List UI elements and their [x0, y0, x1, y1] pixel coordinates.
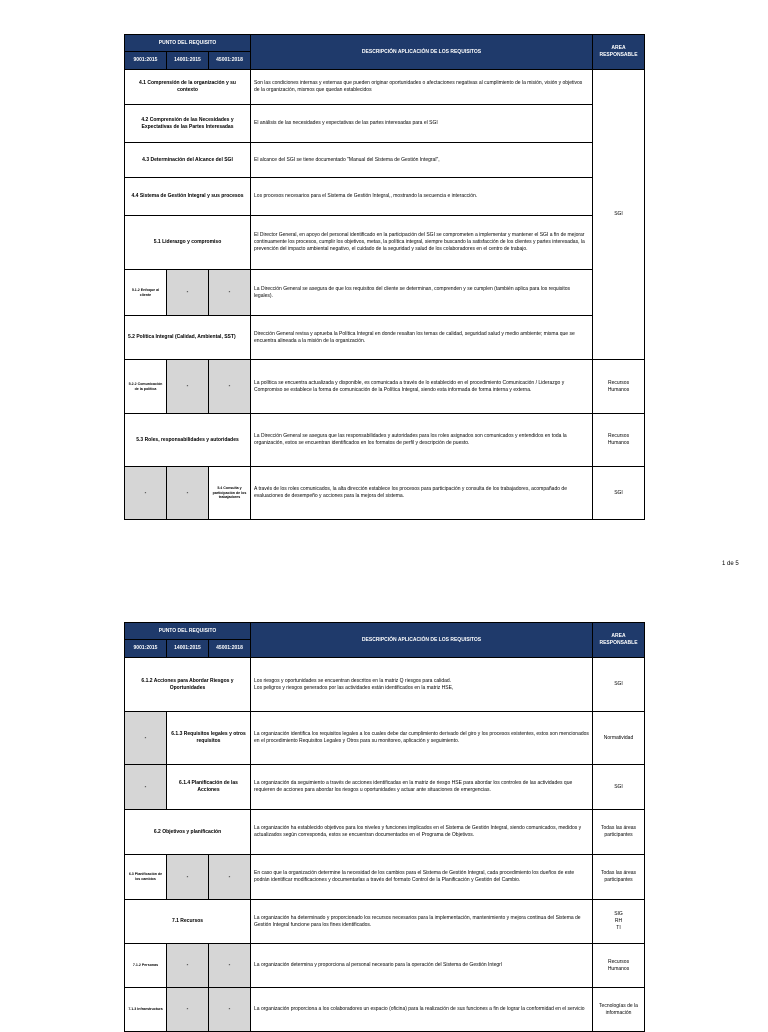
- responsible-area: SGI: [593, 70, 645, 360]
- area-line: participantes: [604, 877, 633, 883]
- requirement-description: El Director General, en apoyo del personal identificado en la participación del SGI se comprometen a implementar y mantener el SGI a fin de mejorar continuamente los procesos, cumplir los objetivos, metas, la política integral, siempre buscando la satisfacción de los clientes y partes interesadas, la prevención del impacto ambiental negativo, el cuidado de la seguridad y salud de los colaboradores en el centro de trabajo.: [251, 216, 593, 270]
- requirement-45001-cell: -: [209, 855, 251, 900]
- requirement-45001-cell: -: [209, 270, 251, 316]
- requirement-description: El alcance del SGI se tiene documentado "Manual del Sistema de Gestión Integral",: [251, 143, 593, 178]
- table-row: [125, 467, 645, 520]
- responsible-area: [593, 765, 645, 810]
- document-page-2: [124, 622, 644, 1032]
- area-line: participantes: [604, 832, 633, 838]
- responsible-area: [593, 360, 645, 414]
- area-line: Humanos: [607, 386, 630, 393]
- responsible-area: [593, 712, 645, 765]
- requirement-14001-cell: -: [167, 360, 209, 414]
- area-line: Humanos: [607, 440, 630, 446]
- requirement-description: La organización ha determinado y proporcionado los recursos necesarios para la implementación, mantenimiento y mejora continua del Sistema de Gestión Integral funcione para los fines identificados.: [251, 900, 593, 944]
- responsible-area: [593, 810, 645, 855]
- requirement-description: La Dirección General se asegura de que los requisitos del cliente se determinan, comprenden y se cumplen (también aplica para los requisitos legales).: [251, 270, 593, 316]
- requirement-9001-cell: 7.1.2 Personas: [125, 944, 167, 988]
- area-line: Humanos: [607, 965, 630, 972]
- area-line: Normatividad: [603, 734, 634, 741]
- responsible-area: [593, 658, 645, 712]
- header-descripcion: DESCRIPCIÓN APLICACIÓN DE LOS REQUISITOS: [251, 35, 593, 70]
- area-line: TI: [616, 924, 621, 931]
- table-row: [125, 988, 645, 1032]
- requirement-14001-cell: -: [167, 988, 209, 1032]
- responsible-area: [593, 900, 645, 944]
- requirement-9001-cell: 6.3 Planificación de los cambios: [125, 855, 167, 900]
- table-row: [125, 143, 645, 178]
- table-row: [125, 658, 645, 712]
- table-row: [125, 810, 645, 855]
- requirement-point: 7.1 Recursos: [125, 900, 251, 944]
- requirement-description: La organización ha establecido objetivos para los niveles y funciones implicados en el Sistema de Gestión Integral, siendo comunicados, medidos y actualizados según corresponda, estos se encuentran documentados en el Programa de Objetivos.: [251, 810, 593, 855]
- table-row: [125, 900, 645, 944]
- requirement-point: 4.3 Determinación del Alcance del SGI: [125, 143, 251, 178]
- requirement-14001-cell: -: [167, 855, 209, 900]
- area-line: SIG: [614, 911, 623, 918]
- requirement-point: 5.1 Liderazgo y compromiso: [125, 216, 251, 270]
- requirement-point: 6.1.2 Acciones para Abordar Riesgos y Oportunidades: [125, 658, 251, 712]
- requirement-point: 6.2 Objetivos y planificación: [125, 810, 251, 855]
- requirement-description: La organización da seguimiento a través de acciones identificadas en la matriz de riesgo HSE para abordar los controles de las actividades que requieren de acciones para abordar los riesgos u oportunidades y actuar ante situaciones de emergencias.: [251, 765, 593, 810]
- requirement-description: La organización proporciona a los colaboradores un espacio (oficina) para la realización de sus funciones a fin de lograr la conformidad en el servicio: [251, 988, 593, 1032]
- area-line: información: [605, 1009, 632, 1016]
- requirement-9001-cell: 5.2.2 Comunicación de la política: [125, 360, 167, 414]
- header-area: AREA RESPONSABLE: [593, 623, 645, 658]
- requirement-description: En caso que la organización determine la necesidad de los cambios para el Sistema de Gestión Integral, cada procedimiento los dueños de este podrán identificar modificaciones y documentarlas a través del formato Control de la Planificación y Gestión del Cambio.: [251, 855, 593, 900]
- requirement-description: A través de los roles comunicados, la alta dirección establece los procesos para participación y consulta de los trabajadores, acompañado de evaluaciones de desempeño y acciones para la mejora del sistema.: [251, 467, 593, 520]
- area-line: RH: [614, 918, 623, 925]
- header-descripcion: DESCRIPCIÓN APLICACIÓN DE LOS REQUISITOS: [251, 623, 593, 658]
- requirement-9001-cell: -: [125, 467, 167, 520]
- requirement-description: Son las condiciones internas y externas que pueden originar oportunidades o afectaciones negativas al cumplimiento de la misión, visión y objetivos de la organización, mismos que quedan establecidos: [251, 70, 593, 105]
- requirement-description: El análisis de las necesidades y expectativas de las partes interesadas para el SGI: [251, 105, 593, 143]
- table-row: [125, 70, 645, 105]
- header-std-14001: 14001:2015: [167, 52, 209, 70]
- requirement-14001-cell: -: [167, 270, 209, 316]
- responsible-area: [593, 988, 645, 1032]
- area-line: SGI: [614, 681, 623, 688]
- requirements-table-page-1: [124, 34, 645, 520]
- page-number: 1 de 5: [722, 561, 739, 567]
- area-line: Todas las áreas: [601, 825, 637, 832]
- requirement-description: La Dirección General se asegura que las responsabilidades y autoridades para los roles asignados son comunicados y entendidos en toda la organización, estos se encuentran identificados en los formatos de perfil y descripción de puesto.: [251, 414, 593, 467]
- area-line: SGI: [614, 783, 623, 790]
- responsible-area: [593, 414, 645, 467]
- requirement-point: 4.2 Comprensión de las Necesidades y Expectativas de las Partes Interesadas: [125, 105, 251, 143]
- requirement-point: 6.1.3 Requisitos legales y otros requisitos: [167, 712, 251, 765]
- requirement-14001-cell: -: [167, 467, 209, 520]
- header-area: AREA RESPONSABLE: [593, 35, 645, 70]
- requirement-45001-cell: -: [209, 944, 251, 988]
- requirement-45001-cell: 5.4 Consulta y participación de los trabajadores: [209, 467, 251, 520]
- requirement-description: La política se encuentra actualizada y disponible, es comunicada a través de lo establecido en el procedimiento Comunicación / Liderazgo y Compromiso se establece la forma de comunicación de la Política Integral, siendo esta informada de forma interna y externa.: [251, 360, 593, 414]
- table-row: [125, 270, 645, 316]
- table-row: [125, 712, 645, 765]
- table-row: [125, 178, 645, 216]
- area-line: Tecnologías de la: [599, 1002, 638, 1009]
- area-line: SGI: [614, 489, 623, 496]
- header-punto: PUNTO DEL REQUISITO: [125, 35, 251, 52]
- requirement-9001-cell: -: [125, 712, 167, 765]
- table-row: [125, 855, 645, 900]
- requirement-point: 4.4 Sistema de Gestión Integral y sus procesos: [125, 178, 251, 216]
- table-row: [125, 105, 645, 143]
- requirement-description: La organización identifica los requisitos legales a los cuales debe dar cumplimiento derivado del giro y los procesos existentes, estos son mencionados en el procedimiento Requisitos Legales y Otros para su monitoreo, aplicación y seguimiento.: [251, 712, 593, 765]
- header-std-45001: 45001:2018: [209, 52, 251, 70]
- requirement-description: La organización determina y proporciona al personal necesario para la operación del Sistema de Gestión Integrl: [251, 944, 593, 988]
- header-std-9001: 9001:2015: [125, 640, 167, 658]
- requirement-9001-cell: -: [125, 765, 167, 810]
- table-row: [125, 414, 645, 467]
- document-page-1: [124, 34, 644, 520]
- responsible-area: [593, 944, 645, 988]
- requirement-45001-cell: -: [209, 360, 251, 414]
- requirement-point: 5.2 Política Integral (Calidad, Ambiental, SST): [125, 316, 251, 360]
- requirement-45001-cell: -: [209, 988, 251, 1032]
- table-row: [125, 360, 645, 414]
- responsible-area: [593, 467, 645, 520]
- header-std-45001: 45001:2018: [209, 640, 251, 658]
- requirement-9001-cell: 7.1.3 Infraestructura: [125, 988, 167, 1032]
- requirement-description: Los riesgos y oportunidades se encuentran descritos en la matriz Q riesgos para calidad. Los peligros y riesgos generados por las actividades están identificados en la matriz HSE,: [251, 658, 593, 712]
- table-row: [125, 316, 645, 360]
- requirement-description: Dirección General revisa y aprueba la Política Integral en donde resaltan los temas de calidad, seguridad salud y medio ambiente; misma que se encuentra alineada a la misión de la organización.: [251, 316, 593, 360]
- table-row: [125, 765, 645, 810]
- area-line: Recursos: [607, 433, 630, 440]
- table-row: [125, 216, 645, 270]
- responsible-area: [593, 855, 645, 900]
- area-line: Recursos: [607, 958, 630, 965]
- requirement-9001-cell: 5.1.2 Enfoque al cliente: [125, 270, 167, 316]
- requirement-point: 6.1.4 Planificación de las Acciones: [167, 765, 251, 810]
- area-line: Todas las áreas: [601, 870, 637, 877]
- header-punto: PUNTO DEL REQUISITO: [125, 623, 251, 640]
- area-line: Recursos: [607, 379, 630, 386]
- requirement-14001-cell: -: [167, 944, 209, 988]
- header-std-9001: 9001:2015: [125, 52, 167, 70]
- requirement-point: 5.3 Roles, responsabilidades y autoridades: [125, 414, 251, 467]
- header-std-14001: 14001:2015: [167, 640, 209, 658]
- table-row: [125, 944, 645, 988]
- requirement-point: 4.1 Comprensión de la organización y su contexto: [125, 70, 251, 105]
- requirement-description: Los procesos necesarios para el Sistema de Gestión Integral,, mostrando la secuencia e interacción.: [251, 178, 593, 216]
- requirements-table-page-2: [124, 622, 645, 1032]
